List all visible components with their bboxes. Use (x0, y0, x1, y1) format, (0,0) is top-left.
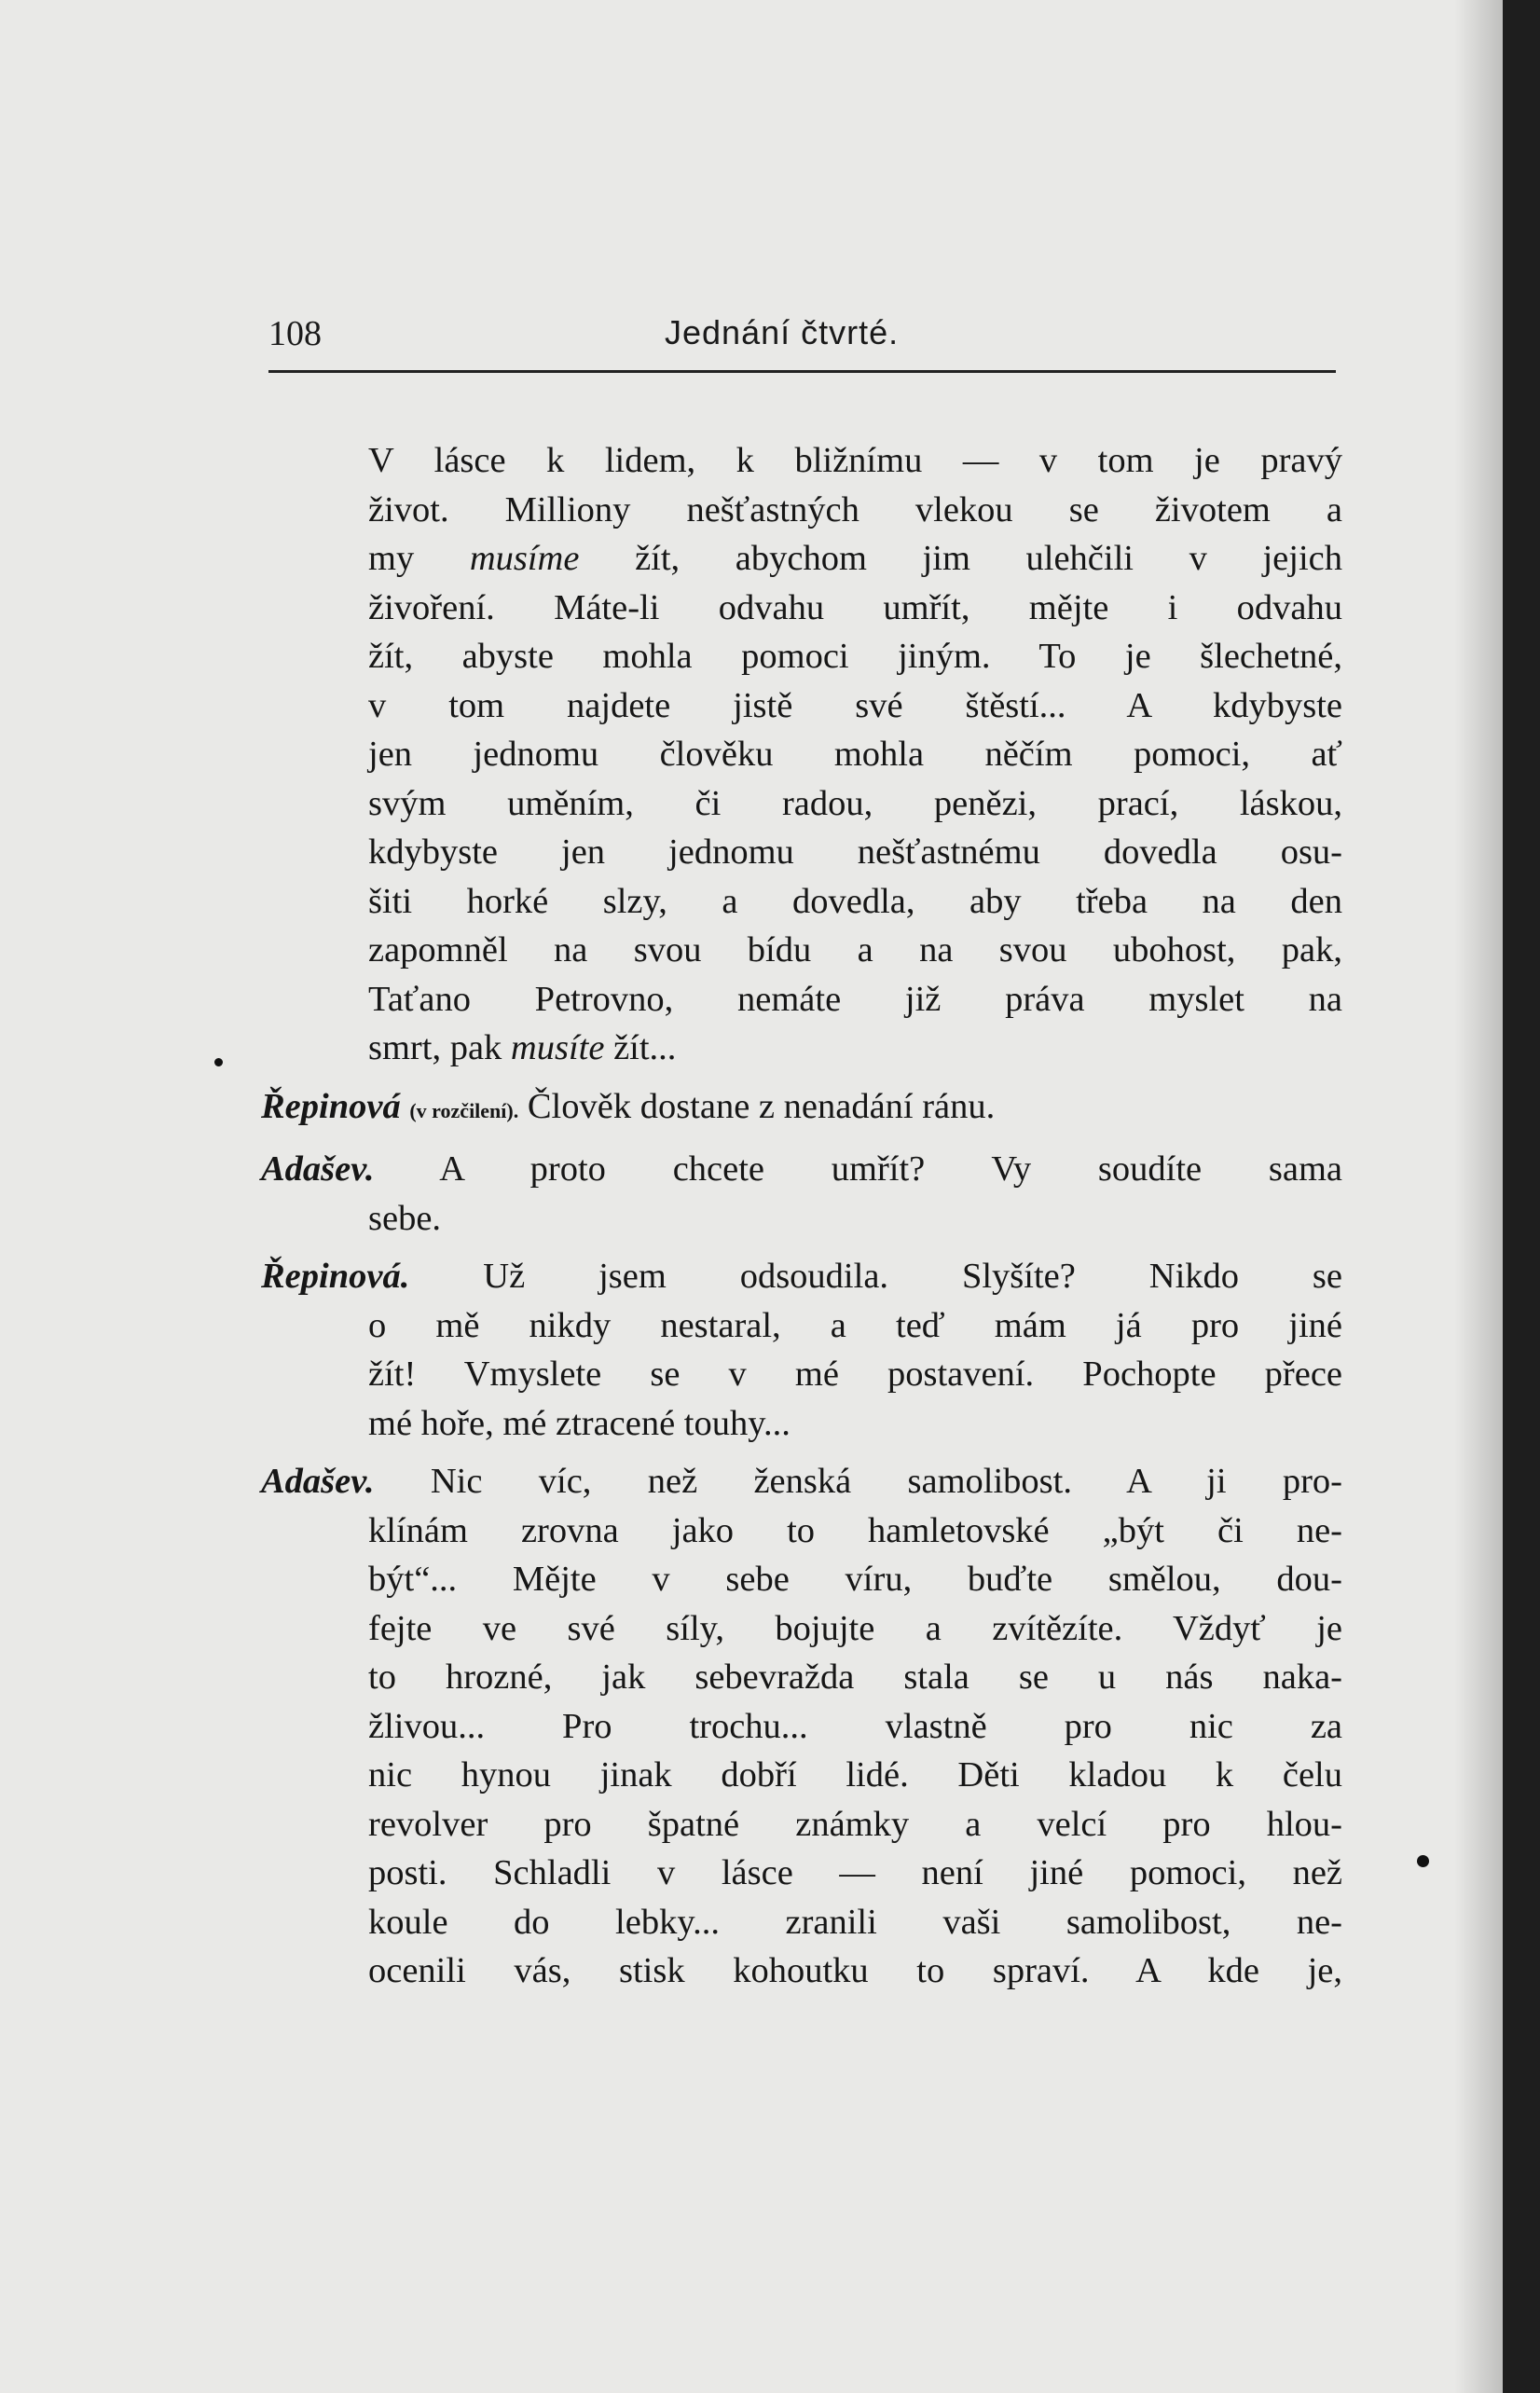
speaker-name: Řepinová (261, 1086, 401, 1126)
text-line: o mě nikdy nestaral, a teď mám já pro jiné (368, 1305, 1342, 1345)
text-line: Taťano Petrovno, nemáte již práva myslet na (368, 979, 1342, 1019)
text-line (368, 1024, 1342, 1073)
text-fragment: my (368, 539, 470, 578)
speaker-name: Adašev. (261, 1149, 375, 1189)
text-line: zapomněl na svou bídu a na svou ubohost, pak, (368, 930, 1342, 970)
spacer (261, 1135, 1342, 1145)
speaker-name: Řepinová. (261, 1257, 410, 1296)
text-line: žlivou... Pro trochu... vlastně pro nic za (368, 1706, 1342, 1746)
text-line: živoření. Máte-li odvahu umřít, mějte i odvahu (368, 587, 1342, 627)
text-line: ocenili vás, stisk kohoutku to spraví. A kde je, (368, 1951, 1342, 1990)
text-fragment: smrt, pak (368, 1028, 511, 1067)
text-line (261, 1252, 1342, 1301)
text-line: nic hynou jinak dobří lidé. Děti kladou k čelu (368, 1755, 1342, 1795)
header-rule (268, 370, 1336, 373)
emphasized-word: musíte (510, 1028, 605, 1067)
page-edge-shadow (1454, 0, 1503, 2393)
text-line: koule do lebky... zranili vaši samolibost, ne- (368, 1902, 1342, 1942)
emphasized-word: musíme (469, 539, 580, 578)
text-line (261, 1082, 1342, 1136)
speech-repinova-2 (261, 1252, 1342, 1448)
text-line: revolver pro špatné známky a velcí pro hlou- (368, 1804, 1342, 1844)
text-line (261, 1457, 1342, 1506)
text-line: V lásce k lidem, k bližnímu — v tom je pravý (368, 441, 1342, 480)
speech-text: Už jsem odsoudila. Slyšíte? Nikdo se (483, 1257, 1342, 1296)
ink-speck (1417, 1855, 1429, 1867)
speech-adasev-2 (261, 1457, 1342, 1996)
page-header (268, 313, 1336, 369)
text-line (261, 1145, 1342, 1194)
text-line: to hrozné, jak sebevražda stala se u nás naka- (368, 1657, 1342, 1697)
text-line: fejte ve své síly, bojujte a zvítězíte. Vždyť je (368, 1608, 1342, 1648)
speech-text: A proto chcete umřít? Vy soudíte sama (439, 1149, 1342, 1189)
speech-text: Nic víc, než ženská samolibost. A ji pro- (430, 1462, 1342, 1501)
speech-adasev-1 (261, 1145, 1342, 1243)
speaker-name: Adašev. (261, 1462, 375, 1501)
text-line: svým uměním, či radou, penězi, prací, láskou, (368, 783, 1342, 823)
text-line: posti. Schladli v lásce — není jiné pomoci, než (368, 1853, 1342, 1892)
speech-text: Člověk dostane z nenadání ránu. (527, 1086, 996, 1126)
text-line: klínám zrovna jako to hamletovské „být či ne- (368, 1510, 1342, 1550)
text-line: šiti horké slzy, a dovedla, aby třeba na den (368, 881, 1342, 921)
text-line: život. Milliony nešťastných vlekou se životem a (368, 489, 1342, 529)
text-line: jen jednomu člověku mohla něčím pomoci, ať (368, 735, 1342, 774)
scan-edge (1503, 0, 1540, 2393)
text-line: sebe. (368, 1198, 442, 1238)
text-line (368, 534, 1342, 584)
spacer (261, 1073, 1342, 1082)
text-line: v tom najdete jistě své štěstí... A kdybyste (368, 685, 1342, 725)
speech-repinova-1 (261, 1082, 1342, 1136)
text-fragment: žít, abychom jim ulehčili v jejich (579, 539, 1342, 578)
text-line: být“... Mějte v sebe víru, buďte smělou, dou- (368, 1560, 1342, 1599)
text-line: žít! Vmyslete se v mé postavení. Pochopte přece (368, 1355, 1342, 1394)
stage-direction: (v rozčilení). (409, 1098, 519, 1122)
text-line: žít, abyste mohla pomoci jiným. To je šlechetné, (368, 637, 1342, 676)
opening-paragraph (261, 436, 1342, 1073)
text-line: mé hoře, mé ztracené touhy... (368, 1403, 791, 1443)
text-line: kdybyste jen jednomu nešťastnému dovedla osu- (368, 832, 1342, 872)
running-title: Jednání čtvrté. (665, 313, 900, 351)
spacer (261, 1243, 1342, 1252)
text-fragment: žít... (604, 1028, 677, 1067)
ink-speck (214, 1058, 223, 1066)
spacer (261, 1448, 1342, 1457)
page-number: 108 (268, 314, 322, 353)
body-text (261, 436, 1342, 1996)
